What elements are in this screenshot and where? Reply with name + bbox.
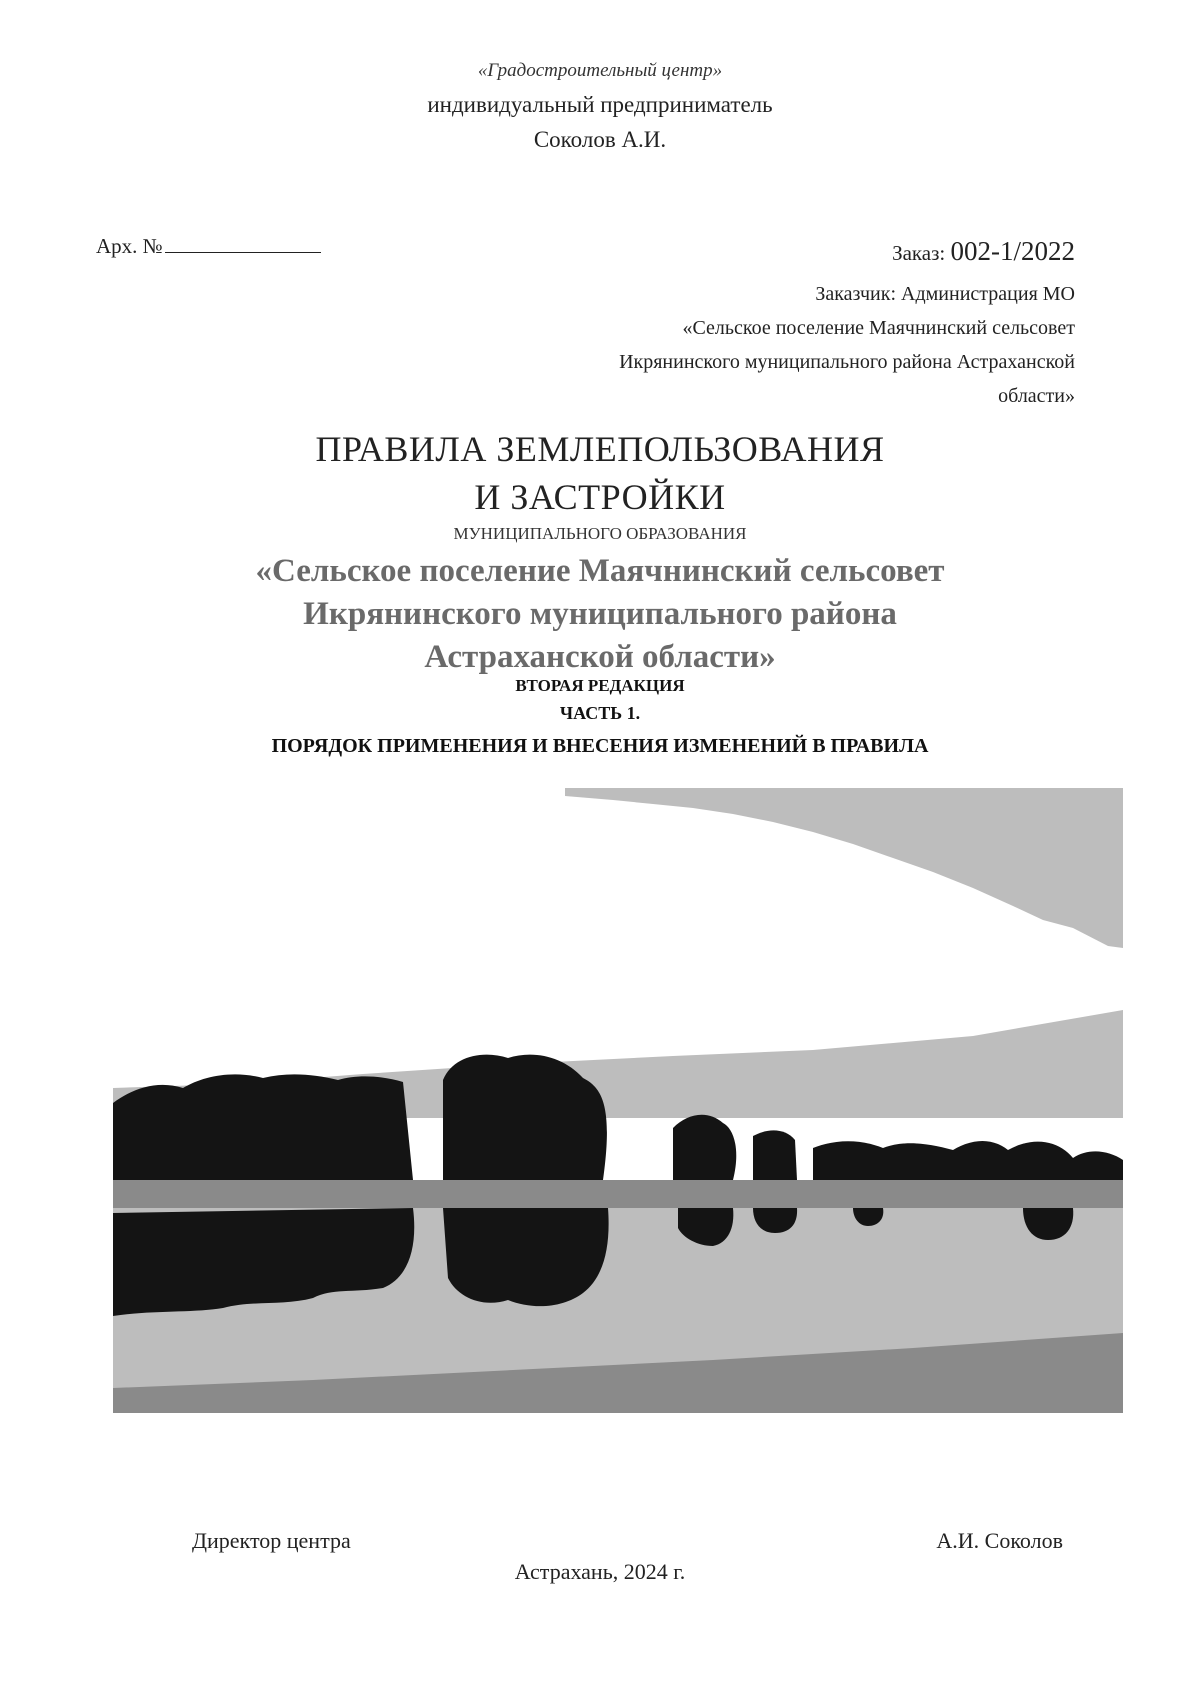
sky xyxy=(113,788,1123,1118)
archive-label: Арх. № xyxy=(96,234,163,258)
archive-number xyxy=(96,234,321,259)
municipality-name-line: Астраханской области» xyxy=(424,639,776,675)
archive-blank-line xyxy=(165,234,321,253)
part-label: ЧАСТЬ 1. xyxy=(559,703,641,723)
municipality-name xyxy=(0,550,1200,679)
part-title: ПОРЯДОК ПРИМЕНЕНИЯ И ВНЕСЕНИЯ ИЗМЕНЕНИЙ В ПРАВИЛА xyxy=(271,735,929,757)
customer-line: Заказчик: Администрация МО xyxy=(815,283,1075,305)
shore xyxy=(113,1180,1123,1208)
document-title xyxy=(0,425,1200,521)
customer-line: «Сельское поселение Маячнинский сельсовет xyxy=(682,317,1075,339)
landscape-photo xyxy=(113,788,1123,1413)
order-value: 002-1/2022 xyxy=(950,236,1075,266)
customer-line: области» xyxy=(998,385,1075,407)
city-year: Астрахань, 2024 г. xyxy=(514,1559,686,1584)
director-position: Директор центра xyxy=(192,1528,351,1553)
edition-label: ВТОРАЯ РЕДАКЦИЯ xyxy=(515,676,685,695)
order-label: Заказ: xyxy=(892,241,946,265)
title-line: ПРАВИЛА ЗЕМЛЕПОЛЬЗОВАНИЯ xyxy=(315,429,885,469)
customer-block xyxy=(435,277,1075,413)
customer-line: Икрянинского муниципального района Астраханской xyxy=(619,351,1075,373)
order-number xyxy=(892,236,1075,267)
entrepreneur-name: Соколов А.И. xyxy=(533,127,667,152)
municipality-name-line: Икрянинского муниципального района xyxy=(303,596,897,632)
title-line: И ЗАСТРОЙКИ xyxy=(474,477,726,517)
director-name: А.И. Соколов xyxy=(936,1528,1063,1553)
municipality-name-line: «Сельское поселение Маячнинский сельсовет xyxy=(255,553,945,589)
municipality-label: МУНИЦИПАЛЬНОГО ОБРАЗОВАНИЯ xyxy=(453,524,747,543)
entrepreneur-label: индивидуальный предприниматель xyxy=(427,92,773,117)
center-name: «Градостроительный центр» xyxy=(477,60,723,81)
